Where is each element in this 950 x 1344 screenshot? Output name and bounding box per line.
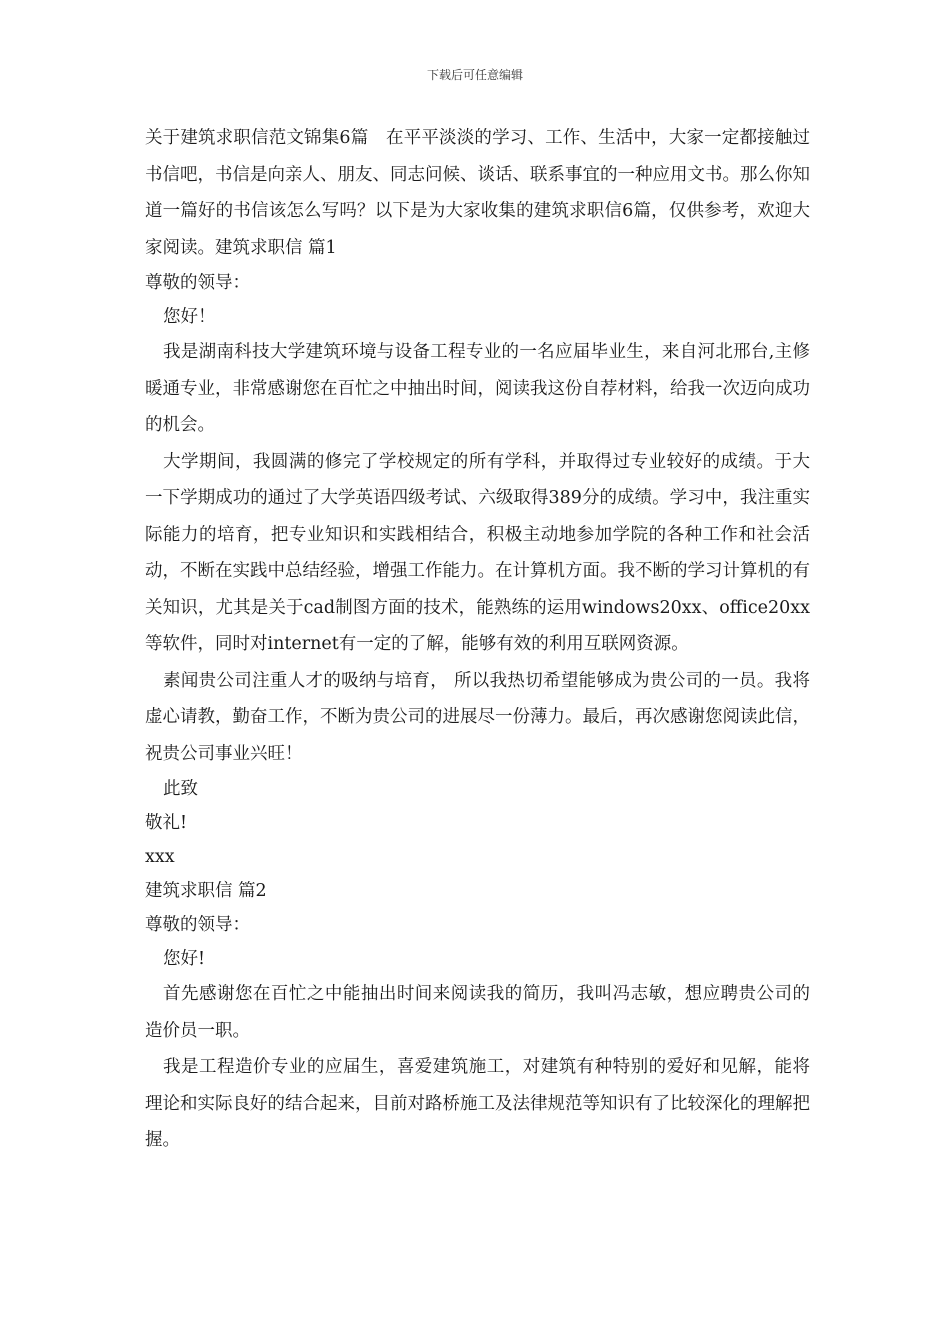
greeting: 您好!	[163, 949, 206, 969]
body-paragraph: 大学期间，我圆满的修完了学校规定的所有学科，并取得过专业较好的成绩。于大一下学期成功的通过了大学英语四级考试、六级取得389分的成绩。学习中，我注重实际能力的培育，把专业知识和实践相结合，积极主动地参加学院的各种工作和社会活动，不断在实践中总结经验，增强工作能力。在计算机方面。我不断的学习计算机的有关知识，尤其是关于cad制图方面的技术，能熟练的运用windows20xx、office20xx等软件，同时对internet有一定的了解，能够有效的利用互联网资源。	[145, 451, 810, 654]
closing: 此致	[163, 779, 198, 799]
body-paragraph: 我是湖南科技大学建筑环境与设备工程专业的一名应届毕业生，来自河北邢台,主修暖通专业，非常感谢您在百忙之中抽出时间，阅读我这份自荐材料，给我一次迈向成功的机会。	[145, 342, 810, 435]
greeting: 您好！	[163, 307, 216, 327]
signature: xxx	[145, 847, 175, 867]
intro-paragraph: 关于建筑求职信范文锦集6篇 在平平淡淡的学习、工作、生活中，大家一定都接触过书信吧，书信是向亲人、朋友、同志问候、谈话、联系事宜的一种应用文书。那么你知道一篇好的书信该怎么写吗？以下是为大家收集的建筑求职信6篇，仅供参考，欢迎大家阅读。建筑求职信 篇1	[145, 128, 810, 258]
salutation: 尊敬的领导：	[145, 915, 250, 935]
body-paragraph: 首先感谢您在百忙之中能抽出时间来阅读我的简历，我叫冯志敏，想应聘贵公司的造价员一职。	[145, 984, 810, 1041]
document-body	[145, 120, 810, 1159]
salutation: 尊敬的领导：	[145, 273, 250, 293]
regards: 敬礼!	[145, 813, 188, 833]
page-header: 下载后可任意编辑	[426, 68, 523, 82]
body-paragraph: 素闻贵公司注重人才的吸纳与培育， 所以我热切希望能够成为贵公司的一员。我将虚心请教，勤奋工作，不断为贵公司的进展尽一份薄力。最后，再次感谢您阅读此信，祝贵公司事业兴旺！	[145, 670, 810, 764]
section-title: 建筑求职信 篇2	[145, 881, 267, 901]
body-paragraph: 我是工程造价专业的应届生，喜爱建筑施工，对建筑有种特别的爱好和见解，能将理论和实际良好的结合起来，目前对路桥施工及法律规范等知识有了比较深化的理解把握。	[145, 1057, 810, 1150]
